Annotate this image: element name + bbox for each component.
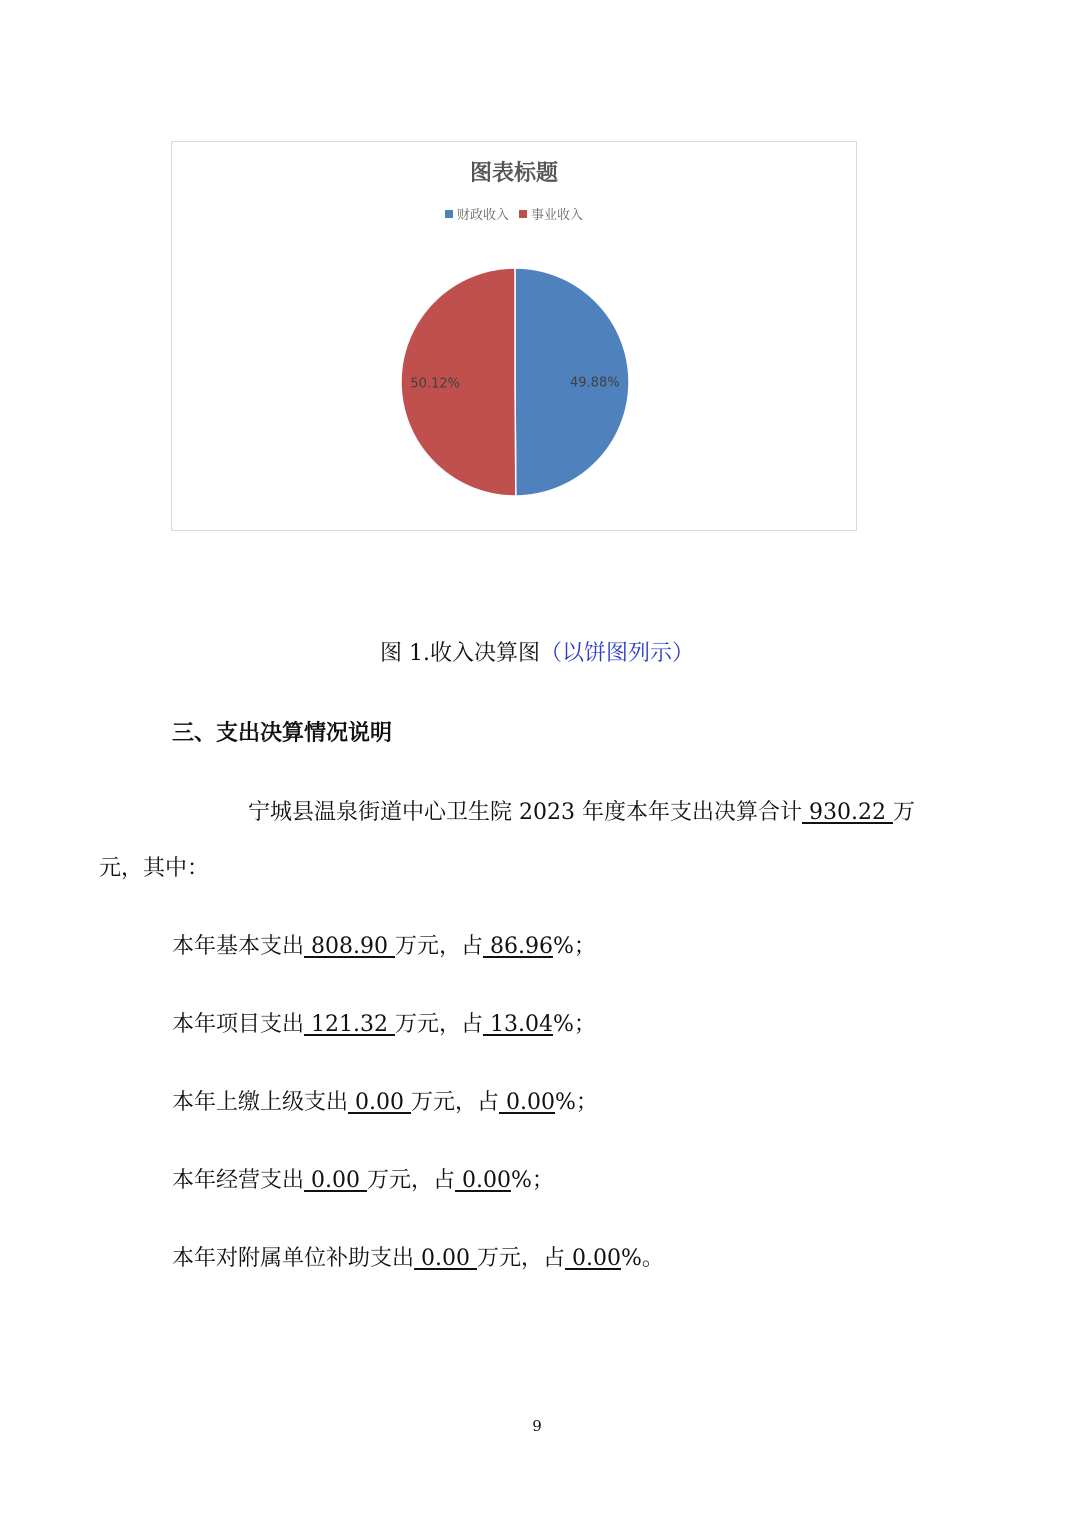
item-label: 本年上缴上级支出	[172, 1090, 349, 1115]
intro-prefix: 宁城县温泉街道中心卫生院 2023 年度本年支出决算合计	[248, 800, 802, 825]
item-percent: 0.00	[455, 1168, 511, 1193]
intro-line-2: 元，其中：	[99, 856, 210, 881]
item-end: %；	[555, 1090, 598, 1115]
item-amount: 121.32	[304, 1012, 395, 1037]
pie-chart	[171, 141, 857, 531]
item-amount: 808.90	[304, 934, 395, 959]
chart-title: 图表标题	[469, 161, 558, 186]
item-amount: 0.00	[414, 1246, 477, 1271]
item-unit: 万元，占	[411, 1090, 500, 1115]
page-number: 9	[532, 1417, 542, 1435]
legend-label: 事业收入	[531, 208, 584, 223]
caption-text: 图 1.收入决算图	[380, 641, 540, 666]
item-unit: 万元，占	[394, 934, 483, 959]
item-percent: 0.00	[499, 1090, 555, 1115]
item-end: %；	[552, 1012, 596, 1037]
item-percent: 86.96	[483, 934, 553, 959]
caption-note: （以饼图列示）	[539, 641, 694, 666]
item-unit: 万元，占	[367, 1168, 456, 1193]
item-end: %；	[552, 934, 596, 959]
expense-item	[172, 1085, 598, 1116]
item-percent: 13.04	[483, 1012, 553, 1037]
intro-suffix: 万	[892, 800, 915, 825]
expense-item	[172, 929, 596, 960]
pie-plot-area	[172, 142, 856, 530]
intro-line-1	[248, 795, 915, 826]
item-unit: 万元，占	[477, 1246, 566, 1271]
item-unit: 万元，占	[394, 1012, 483, 1037]
pie-data-label: 49.88%	[570, 375, 620, 391]
pie-data-label: 50.12%	[410, 376, 460, 392]
item-label: 本年对附属单位补助支出	[172, 1246, 415, 1271]
intro-total: 930.22	[801, 800, 893, 825]
item-label: 本年基本支出	[172, 934, 305, 959]
item-end: %。	[621, 1246, 664, 1271]
figure-caption	[0, 636, 1074, 667]
item-label: 本年项目支出	[172, 1012, 305, 1037]
section-heading: 三、支出决算情况说明	[172, 721, 393, 746]
expense-item	[172, 1241, 664, 1272]
item-amount: 0.00	[304, 1168, 367, 1193]
item-amount: 0.00	[348, 1090, 411, 1115]
expense-item	[172, 1163, 554, 1194]
legend-label: 财政收入	[456, 208, 509, 223]
expense-item	[172, 1007, 596, 1038]
item-percent: 0.00	[565, 1246, 621, 1271]
item-label: 本年经营支出	[172, 1168, 305, 1193]
item-end: %；	[511, 1168, 554, 1193]
